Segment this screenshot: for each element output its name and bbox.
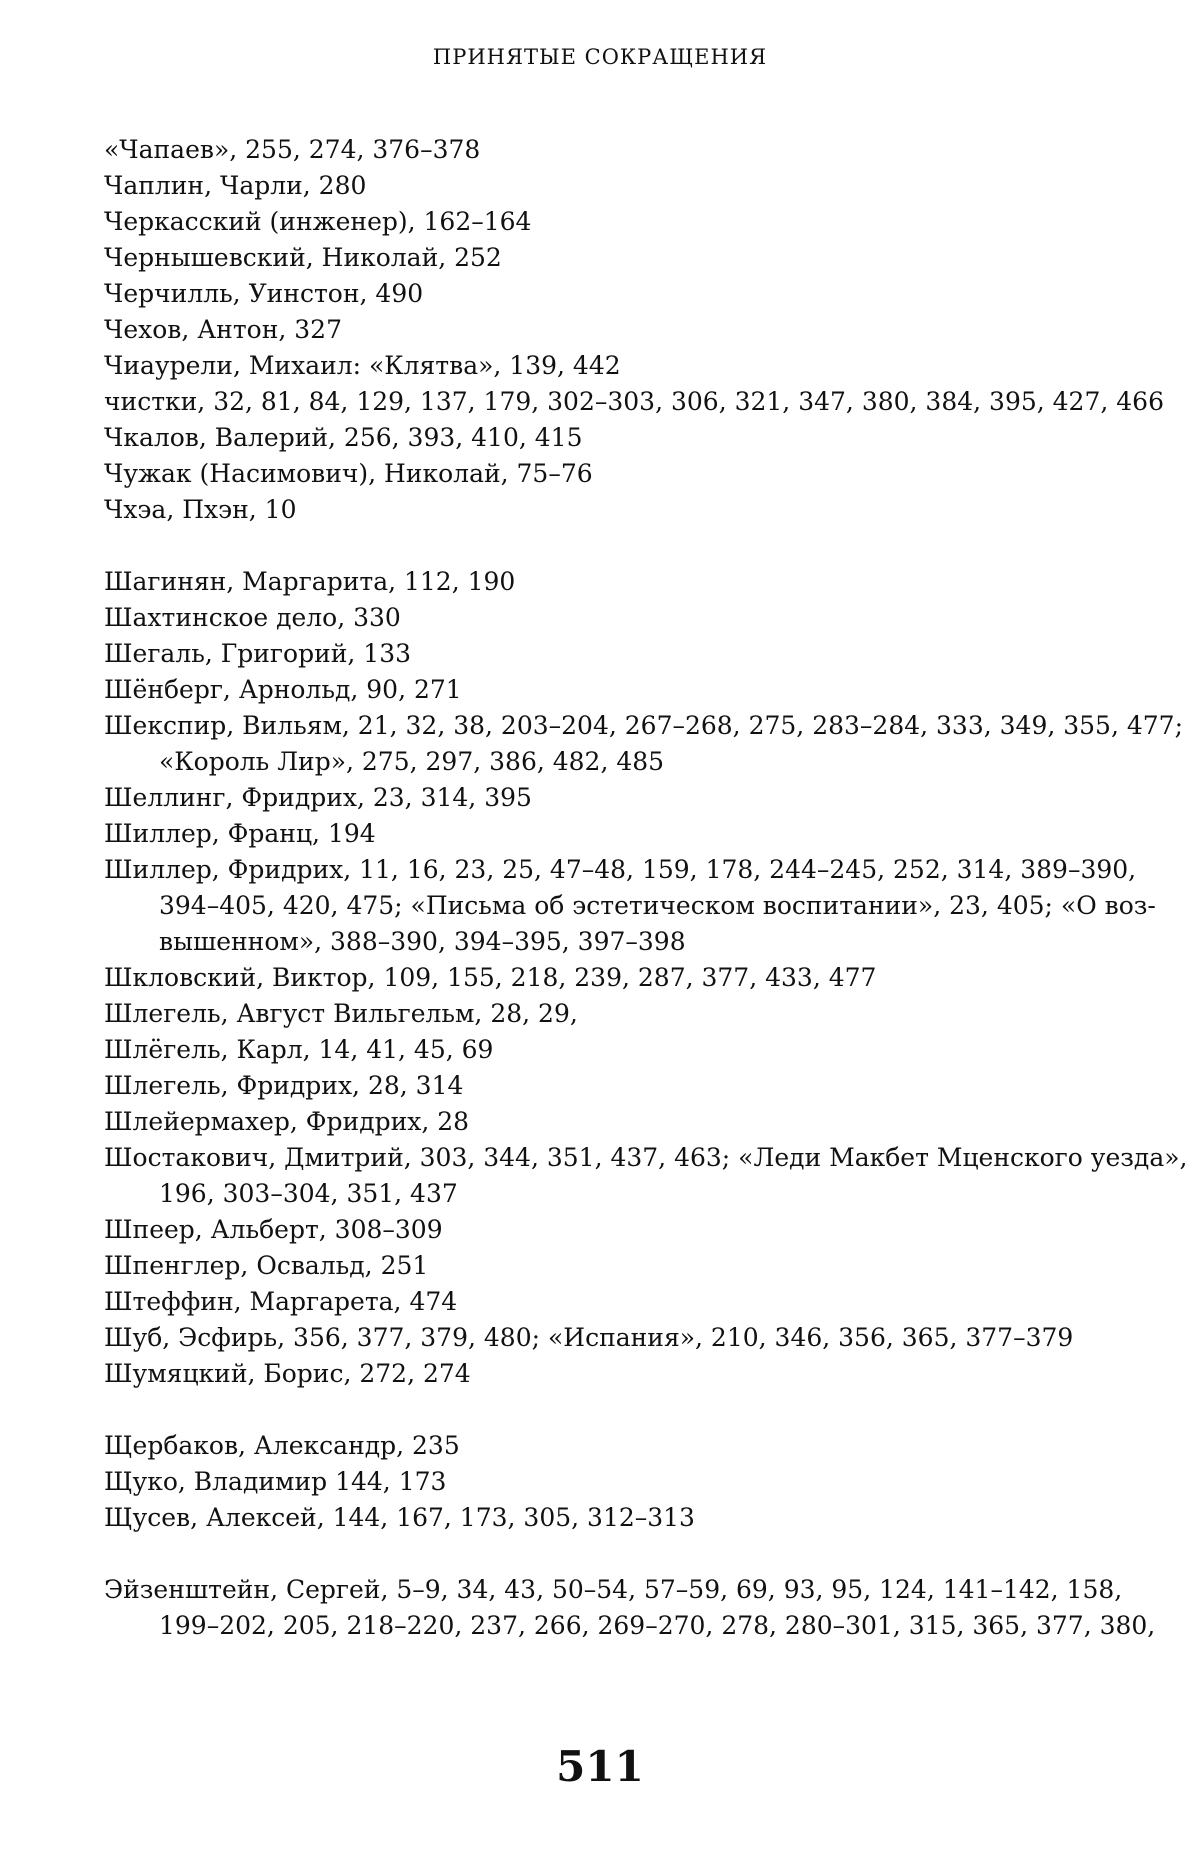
index-entry-text: Черчилль, Уинстон, 490 bbox=[104, 279, 423, 308]
index-entry-text: Шиллер, Франц, 194 bbox=[104, 819, 376, 848]
index-entry-text: Чехов, Антон, 327 bbox=[104, 315, 342, 344]
index-entry-text: Шуб, Эсфирь, 356, 377, 379, 480; «Испания», 210, 346, 356, 365, 377–379 bbox=[104, 1323, 1073, 1352]
index-entry-text: «Чапаев», 255, 274, 376–378 bbox=[104, 135, 480, 164]
index-entry bbox=[104, 276, 1114, 312]
index-entry bbox=[104, 960, 1114, 996]
index-entry bbox=[104, 1320, 1114, 1356]
index-entry bbox=[104, 1104, 1114, 1140]
index-entry-text: Шпеер, Альберт, 308–309 bbox=[104, 1215, 443, 1244]
index-entry bbox=[104, 1284, 1114, 1320]
index-entry bbox=[104, 1140, 1114, 1212]
index-entry bbox=[104, 240, 1114, 276]
index-entry-text: Чернышевский, Николай, 252 bbox=[104, 243, 502, 272]
index-entry bbox=[104, 1464, 1114, 1500]
index-entry-text: Чаплин, Чарли, 280 bbox=[104, 171, 366, 200]
index-entry bbox=[104, 348, 1114, 384]
index-entry-text: Чиаурели, Михаил: «Клятва», 139, 442 bbox=[104, 351, 621, 380]
index-entry bbox=[104, 672, 1114, 708]
index-letter-group bbox=[104, 564, 1114, 1392]
index-entry-text: Шпенглер, Освальд, 251 bbox=[104, 1251, 428, 1280]
index-entry-text: Эйзенштейн, Сергей, 5–9, 34, 43, 50–54, 57–59, 69, 93, 95, 124, 141–142, 158, bbox=[104, 1575, 1122, 1604]
index-entry bbox=[104, 1032, 1114, 1068]
index-entry-text: Черкасский (инженер), 162–164 bbox=[104, 207, 531, 236]
index-entry bbox=[104, 168, 1114, 204]
index-entry-text: Шиллер, Фридрих, 11, 16, 23, 25, 47–48, 159, 178, 244–245, 252, 314, 389–390, bbox=[104, 855, 1136, 884]
page-number: 511 bbox=[0, 1742, 1200, 1792]
index-entry bbox=[104, 384, 1114, 420]
index-entry-text: Шегаль, Григорий, 133 bbox=[104, 639, 411, 668]
index-entry-text: Шлегель, Фридрих, 28, 314 bbox=[104, 1071, 463, 1100]
index-entry bbox=[104, 492, 1114, 528]
index-entry-text: Шостакович, Дмитрий, 303, 344, 351, 437, 463; «Леди Макбет Мценского уезда», bbox=[104, 1143, 1187, 1172]
index-entry-text: Шкловский, Виктор, 109, 155, 218, 239, 287, 377, 433, 477 bbox=[104, 963, 876, 992]
index-entry bbox=[104, 600, 1114, 636]
index-letter-group bbox=[104, 1572, 1114, 1644]
index-entry bbox=[104, 1428, 1114, 1464]
index-entry bbox=[104, 1572, 1114, 1644]
index-entry-text: Штеффин, Маргарета, 474 bbox=[104, 1287, 457, 1316]
index-entry-text: Щербаков, Александр, 235 bbox=[104, 1431, 460, 1460]
index-entry-text: Щуко, Владимир 144, 173 bbox=[104, 1467, 446, 1496]
index-letter-group bbox=[104, 132, 1114, 528]
index-entry-text: Шлёгель, Карл, 14, 41, 45, 69 bbox=[104, 1035, 493, 1064]
index-entry bbox=[104, 456, 1114, 492]
index-entry bbox=[104, 204, 1114, 240]
index-entry bbox=[104, 708, 1114, 780]
index-entry-continuation: 394–405, 420, 475; «Письма об эстетическом воспитании», 23, 405; «О воз- bbox=[159, 888, 1114, 924]
index-entry-text: Шёнберг, Арнольд, 90, 271 bbox=[104, 675, 462, 704]
index-entry-continuation: «Король Лир», 275, 297, 386, 482, 485 bbox=[159, 744, 1114, 780]
index-entry-text: Шлейермахер, Фридрих, 28 bbox=[104, 1107, 469, 1136]
index-entry-text: Шахтинское дело, 330 bbox=[104, 603, 401, 632]
index-entry bbox=[104, 1500, 1114, 1536]
index-entry bbox=[104, 1356, 1114, 1392]
index-entry-text: Шлегель, Август Вильгельм, 28, 29, bbox=[104, 999, 578, 1028]
index-entry bbox=[104, 1248, 1114, 1284]
index-entry-text: Чкалов, Валерий, 256, 393, 410, 415 bbox=[104, 423, 582, 452]
index-entry bbox=[104, 132, 1114, 168]
index-entry bbox=[104, 852, 1114, 960]
index-entry-continuation: 196, 303–304, 351, 437 bbox=[159, 1176, 1114, 1212]
index-entry-text: Шумяцкий, Борис, 272, 274 bbox=[104, 1359, 471, 1388]
index-entry-text: Шеллинг, Фридрих, 23, 314, 395 bbox=[104, 783, 532, 812]
index-entry-continuation: 199–202, 205, 218–220, 237, 266, 269–270, 278, 280–301, 315, 365, 377, 380, bbox=[159, 1608, 1114, 1644]
index-entry-continuation: вышенном», 388–390, 394–395, 397–398 bbox=[159, 924, 1114, 960]
index-entry bbox=[104, 1212, 1114, 1248]
index-entry-text: Чхэа, Пхэн, 10 bbox=[104, 495, 297, 524]
index-entry bbox=[104, 780, 1114, 816]
index-entry-text: Шекспир, Вильям, 21, 32, 38, 203–204, 267–268, 275, 283–284, 333, 349, 355, 477; bbox=[104, 711, 1183, 740]
index-entry bbox=[104, 312, 1114, 348]
index-entry bbox=[104, 564, 1114, 600]
index-entry bbox=[104, 816, 1114, 852]
index-entry bbox=[104, 636, 1114, 672]
index-entry-text: чистки, 32, 81, 84, 129, 137, 179, 302–303, 306, 321, 347, 380, 384, 395, 427, 466 bbox=[104, 387, 1164, 416]
index-entry-text: Чужак (Насимович), Николай, 75–76 bbox=[104, 459, 593, 488]
index-list bbox=[104, 132, 1114, 1644]
index-entry-text: Щусев, Алексей, 144, 167, 173, 305, 312–313 bbox=[104, 1503, 695, 1532]
index-letter-group bbox=[104, 1428, 1114, 1536]
index-entry bbox=[104, 420, 1114, 456]
index-entry bbox=[104, 996, 1114, 1032]
index-entry-text: Шагинян, Маргарита, 112, 190 bbox=[104, 567, 515, 596]
running-header: ПРИНЯТЫЕ СОКРАЩЕНИЯ bbox=[0, 42, 1200, 72]
index-entry bbox=[104, 1068, 1114, 1104]
